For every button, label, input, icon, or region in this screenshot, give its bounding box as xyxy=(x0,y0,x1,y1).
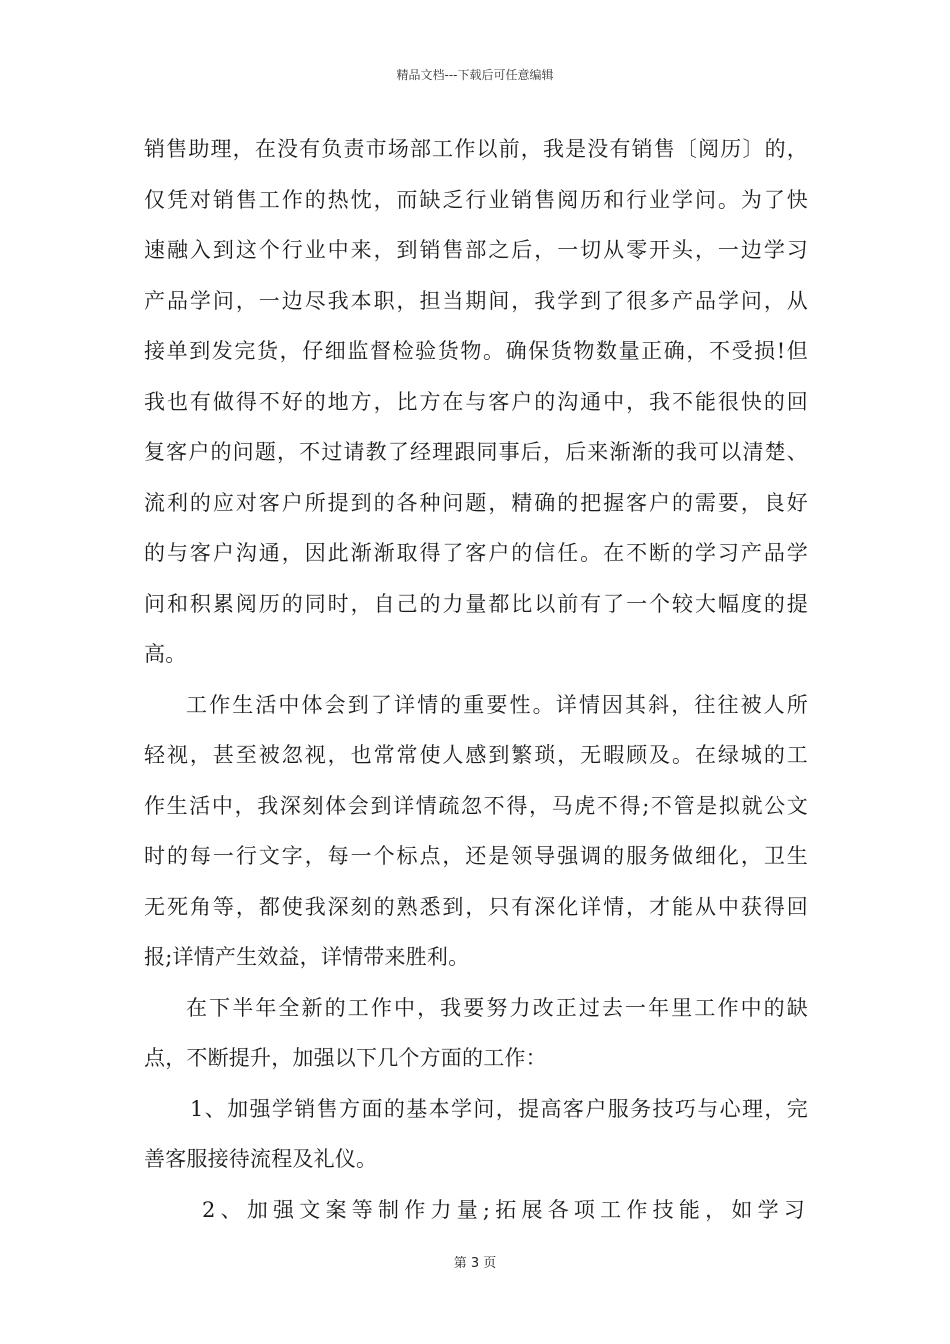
list-item-1: 1、加强学销售方面的基本学问，提高客户服务技巧与心理，完 xyxy=(190,1096,808,1121)
paragraph-start: 工作生活中体会到了详情的重要性。详情因其斜，往往被人所 xyxy=(186,692,808,717)
body-line: 善客服接待流程及礼仪。 xyxy=(144,1147,378,1171)
body-line: 高。 xyxy=(144,642,187,666)
body-line: 速融入到这个行业中来，到销售部之后，一切从零开头，一边学习 xyxy=(144,238,808,262)
body-line: 接单到发完货，仔细监督检验货物。确保货物数量正确，不受损!但 xyxy=(144,339,808,363)
body-line: 轻视，甚至被忽视，也常常使人感到繁琐，无暇顾及。在绿城的工 xyxy=(144,743,808,767)
body-line: 时的每一行文字，每一个标点，还是领导强调的服务做细化，卫生 xyxy=(144,844,808,868)
body-line: 产品学问，一边尽我本职，担当期间，我学到了很多产品学问，从 xyxy=(144,288,808,313)
page-number: 第 3 页 xyxy=(453,1256,497,1271)
body-line: 的与客户沟通，因此渐渐取得了客户的信任。在不断的学习产品学 xyxy=(144,541,808,565)
document-body xyxy=(144,128,808,1239)
body-line: 流利的应对客户所提到的各种问题，精确的把握客户的需要，良好 xyxy=(144,490,808,515)
list-item-2: 2、加强文案等制作力量;拓展各项工作技能，如学习 xyxy=(202,1197,808,1222)
body-line: 问和积累阅历的同时，自己的力量都比以前有了一个较大幅度的提 xyxy=(144,591,808,616)
body-line: 点，不断提升，加强以下几个方面的工作： xyxy=(144,1046,547,1070)
body-line: 销售助理，在没有负责市场部工作以前，我是没有销售〔阅历〕的， xyxy=(144,137,808,161)
body-line: 无死角等，都使我深刻的熟悉到，只有深化详情，才能从中获得回 xyxy=(144,894,808,919)
paragraph-start: 在下半年全新的工作中，我要努力改正过去一年里工作中的缺 xyxy=(186,995,808,1020)
body-line: 报;详情产生效益，详情带来胜利。 xyxy=(144,945,470,969)
body-line: 我也有做得不好的地方，比方在与客户的沟通中，我不能很快的回 xyxy=(144,389,808,414)
body-line: 作生活中，我深刻体会到详情疏忽不得，马虎不得;不管是拟就公文 xyxy=(144,793,808,818)
body-line: 复客户的问题，不过请教了经理跟同事后，后来渐渐的我可以清楚、 xyxy=(144,440,808,464)
body-line: 仅凭对销售工作的热忱，而缺乏行业销售阅历和行业学问。为了快 xyxy=(144,187,808,212)
page-header: 精品文档---下载后可任意编辑 xyxy=(396,68,554,82)
